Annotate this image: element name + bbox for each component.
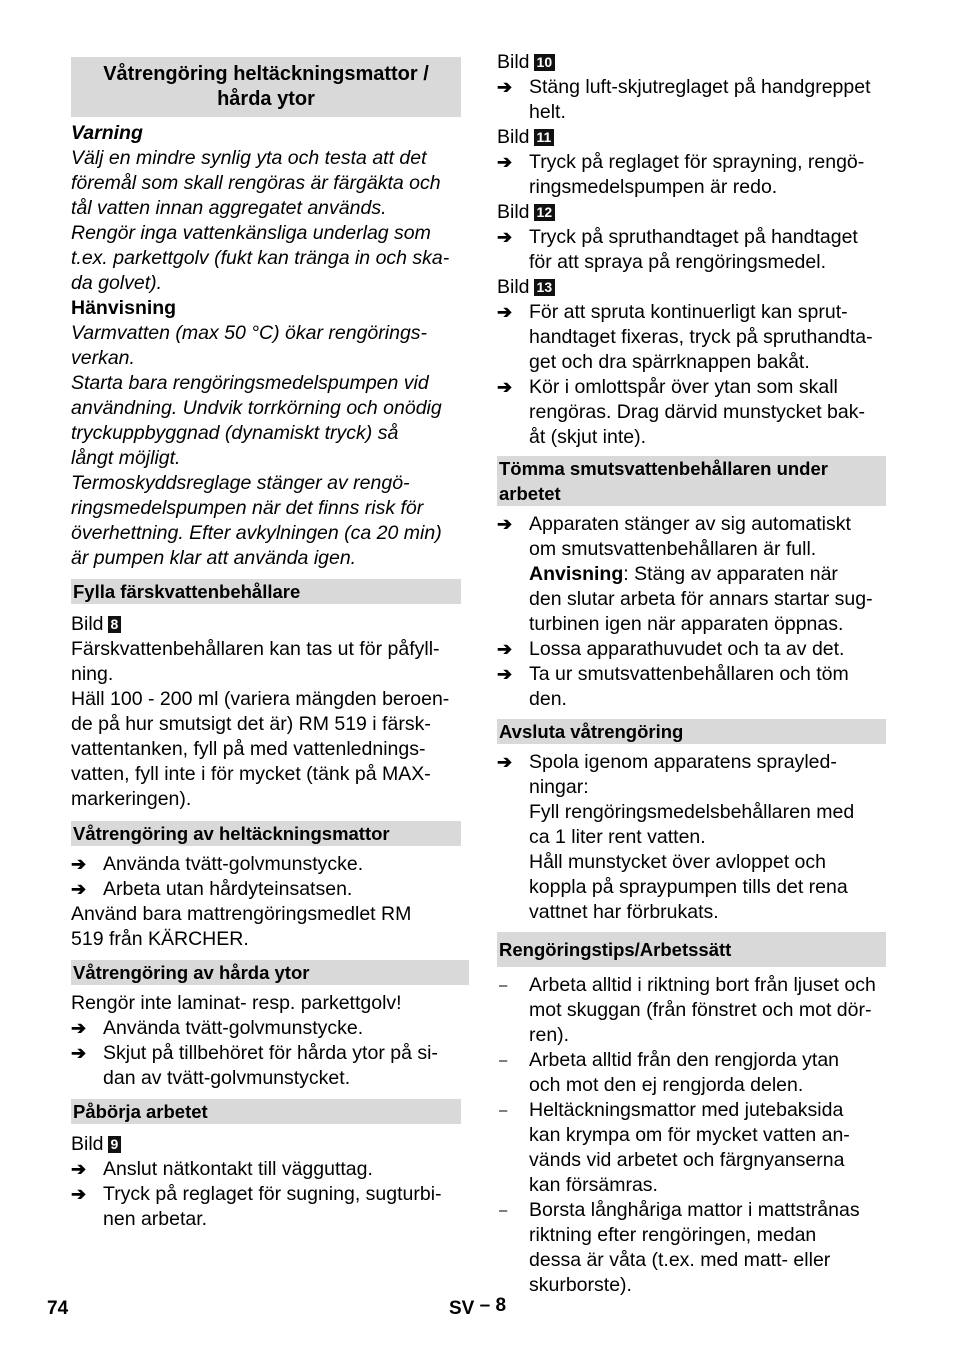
- section-fill-fresh-water: Fylla färskvattenbehållare: [71, 579, 461, 604]
- section-hard-floor-cleaning: Våtrengöring av hårda ytor: [71, 960, 469, 985]
- arrow-icon: ➔: [497, 664, 513, 684]
- text-line: vänds vid arbetet och färgnyanserna: [529, 1149, 845, 1171]
- text-line: riktning efter rengöringen, medan: [529, 1224, 817, 1246]
- figure-label: Bild: [497, 201, 530, 223]
- text-line: turbinen igen när apparaten öppnas.: [529, 613, 844, 635]
- empty-steps: [497, 637, 886, 712]
- arrow-icon: ➔: [497, 227, 513, 247]
- text-line: kan krympa om för mycket vatten an-: [529, 1124, 850, 1146]
- hard-floor-intro: Rengör inte laminat- resp. parkettgolv!: [71, 992, 402, 1014]
- text-line: handtaget fixeras, tryck på spruthandta-: [529, 326, 873, 348]
- figure-reference: [71, 1132, 461, 1157]
- section-page: – 8: [479, 1295, 507, 1316]
- arrow-icon: ➔: [71, 1018, 87, 1038]
- list-item: [497, 1098, 886, 1198]
- arrow-icon: ➔: [497, 302, 513, 322]
- dash-bullet: –: [499, 1202, 508, 1219]
- text-line: da golvet).: [71, 272, 163, 294]
- figure-steps: [497, 150, 886, 200]
- figure-reference: [497, 275, 886, 300]
- figure-reference: [497, 50, 886, 75]
- section-empty-dirty-water: [497, 456, 886, 506]
- text-line: skurborste).: [529, 1274, 632, 1296]
- text-line: markeringen).: [71, 788, 192, 810]
- note-text: : Stäng av apparaten när: [623, 563, 838, 585]
- text-line: den.: [529, 688, 567, 710]
- hard-floor-steps: [71, 1016, 461, 1091]
- arrow-icon: ➔: [71, 854, 87, 874]
- figure-steps: [497, 225, 886, 275]
- text-line: rengöras. Drag därvid munstycket bak-: [529, 401, 865, 423]
- list-item: [497, 300, 886, 375]
- figure-number-badge: 10: [534, 54, 556, 71]
- text-line: tål vatten innan aggregatet används.: [71, 197, 387, 219]
- text-line: Välj en mindre synlig yta och testa att det: [71, 147, 427, 169]
- arrow-icon: ➔: [497, 514, 513, 534]
- figure-steps: [497, 75, 886, 125]
- dash-bullet: –: [499, 977, 508, 994]
- figure-number-badge: 11: [534, 129, 555, 146]
- carpet-text: [71, 902, 461, 952]
- text-line: Färskvattenbehållaren kan tas ut för påfyll-: [71, 638, 440, 660]
- list-item: [497, 750, 886, 925]
- list-item: [71, 1041, 461, 1091]
- text-line: överhettning. Efter avkylningen (ca 20 min): [71, 522, 442, 544]
- figure-number-badge: 8: [108, 616, 122, 633]
- arrow-icon: ➔: [71, 879, 87, 899]
- warning-text: [71, 146, 461, 296]
- empty-step-text: [529, 512, 886, 562]
- list-item: [497, 1048, 886, 1098]
- text-line: Kör i omlottspår över ytan som skall: [529, 376, 838, 398]
- text-line: dan av tvätt-golvmunstycket.: [103, 1067, 351, 1089]
- section-start-work: Påbörja arbetet: [71, 1099, 461, 1124]
- text-line: den slutar arbeta för annars startar sug-: [529, 588, 873, 610]
- text-line: ca 1 liter rent vatten.: [529, 826, 706, 848]
- text-line: Starta bara rengöringsmedelspumpen vid: [71, 372, 429, 394]
- arrow-icon: ➔: [497, 152, 513, 172]
- text-line: Anslut nätkontakt till vägguttag.: [103, 1158, 373, 1180]
- section-title-wet-cleaning: Våtrengöring heltäckningsmattor / hårda ytor: [71, 57, 461, 117]
- text-line: Varmvatten (max 50 °C) ökar rengörings-: [71, 322, 428, 344]
- arrow-icon: ➔: [497, 377, 513, 397]
- arrow-icon: ➔: [71, 1159, 87, 1179]
- note-text: [71, 321, 461, 571]
- list-item: [497, 375, 886, 450]
- text-line: dessa är våta (t.ex. med matt- eller: [529, 1249, 831, 1271]
- text-line: Rengör inga vattenkänsliga underlag som: [71, 222, 431, 244]
- text-line: Stäng luft-skjutreglaget på handgreppet: [529, 76, 871, 98]
- text-line: Fyll rengöringsmedelsbehållaren med: [529, 801, 855, 823]
- text-line: Arbeta utan hårdyteinsatsen.: [103, 878, 353, 900]
- page-number: 74: [47, 1298, 69, 1319]
- figure-reference: [497, 200, 886, 225]
- text-line: Spola igenom apparatens sprayled-: [529, 751, 837, 773]
- text-line: ringsmedelspumpen när det finns risk för: [71, 497, 424, 519]
- figure-label: Bild: [497, 276, 530, 298]
- warning-heading: Varning: [71, 122, 143, 144]
- text-line: kan försämras.: [529, 1174, 658, 1196]
- text-line: vattentanken, fyll på med vattenlednings-: [71, 738, 426, 760]
- figure-label: Bild: [71, 1133, 104, 1155]
- text-line: om smutsvattenbehållaren är full.: [529, 538, 817, 560]
- text-line: Lossa apparathuvudet och ta av det.: [529, 638, 845, 660]
- language-code: SV: [449, 1298, 475, 1319]
- fill-text: [71, 637, 461, 812]
- list-item: [71, 1182, 461, 1232]
- text-line: verkan.: [71, 347, 135, 369]
- text-line: Tryck på reglaget för sprayning, rengö-: [529, 151, 865, 173]
- text-line: Tryck på spruthandtaget på handtaget: [529, 226, 858, 248]
- text-line: Borsta långhåriga mattor i mattstrånas: [529, 1199, 860, 1221]
- figure-number-badge: 9: [108, 1136, 122, 1153]
- text-line: Arbeta alltid i riktning bort från ljuset och: [529, 974, 876, 996]
- text-line: ning.: [71, 663, 114, 685]
- arrow-icon: ➔: [71, 1184, 87, 1204]
- note-label: Anvisning: [529, 563, 624, 585]
- arrow-icon: ➔: [497, 752, 513, 772]
- text-line: Använd bara mattrengöringsmedlet RM: [71, 903, 412, 925]
- figure-label: Bild: [71, 613, 104, 635]
- text-line: ren).: [529, 1024, 570, 1046]
- text-line: de på hur smutsigt det är) RM 519 i färsk-: [71, 713, 431, 735]
- figure-number-badge: 12: [534, 204, 556, 221]
- text-line: tryckuppbyggnad (dynamiskt tryck) så: [71, 422, 399, 444]
- text-line: för att spraya på rengöringsmedel.: [529, 251, 826, 273]
- dash-bullet: –: [499, 1102, 508, 1119]
- arrow-icon: ➔: [497, 77, 513, 97]
- arrow-icon: ➔: [497, 639, 513, 659]
- text-line: är pumpen klar att använda igen.: [71, 547, 357, 569]
- text-line: Termoskyddsreglage stänger av rengö-: [71, 472, 410, 494]
- text-line: långt möjligt.: [71, 447, 181, 469]
- arrow-icon: ➔: [71, 1043, 87, 1063]
- text-line: vattnet har förbrukats.: [529, 901, 719, 923]
- text-line: arbetet: [499, 483, 561, 504]
- text-line: Tömma smutsvattenbehållaren under: [499, 458, 828, 479]
- text-line: ningar:: [529, 776, 589, 798]
- list-item: [71, 1016, 461, 1041]
- text-line: och mot den ej rengjorda delen.: [529, 1074, 804, 1096]
- list-item: [497, 225, 886, 275]
- text-line: föremål som skall rengöras är färgäkta och: [71, 172, 441, 194]
- empty-note: [529, 562, 886, 587]
- text-line: helt.: [529, 101, 566, 123]
- footer-section-label: [449, 1296, 506, 1321]
- text-line: åt (skjut inte).: [529, 426, 647, 448]
- list-item: [71, 1157, 461, 1182]
- text-line: t.ex. parkettgolv (fukt kan tränga in och ska-: [71, 247, 450, 269]
- text-line: Skjut på tillbehöret för hårda ytor på si-: [103, 1042, 438, 1064]
- section-cleaning-tips: Rengöringstips/Arbetssätt: [497, 932, 886, 967]
- list-item: [497, 512, 886, 637]
- text-line: mot skuggan (från fönstret och mot dör-: [529, 999, 872, 1021]
- tips-list: [497, 973, 886, 1298]
- left-column: [71, 50, 461, 1232]
- text-line: ringsmedelspumpen är redo.: [529, 176, 778, 198]
- text-line: get och dra spärrknappen bakåt.: [529, 351, 810, 373]
- text-line: Använda tvätt-golvmunstycke.: [103, 1017, 364, 1039]
- text-line: Heltäckningsmattor med jutebaksida: [529, 1099, 844, 1121]
- text-line: Arbeta alltid från den rengjorda ytan: [529, 1049, 840, 1071]
- list-item: [497, 150, 886, 200]
- dash-bullet: –: [499, 1052, 508, 1069]
- figure-blocks: [497, 50, 886, 450]
- text-line: Använda tvätt-golvmunstycke.: [103, 853, 364, 875]
- figure-reference: [71, 612, 461, 637]
- list-item: [497, 75, 886, 125]
- figure-number-badge: 13: [534, 279, 556, 296]
- list-item: [71, 877, 461, 902]
- text-line: Ta ur smutsvattenbehållaren och töm: [529, 663, 849, 685]
- list-item: [497, 973, 886, 1048]
- text-line: För att spruta kontinuerligt kan sprut-: [529, 301, 848, 323]
- text-line: användning. Undvik torrkörning och onödig: [71, 397, 442, 419]
- list-item: [71, 852, 461, 877]
- text-line: nen arbetar.: [103, 1208, 208, 1230]
- text-line: koppla på spraypumpen tills det rena: [529, 876, 848, 898]
- list-item: [497, 1198, 886, 1298]
- text-line: Håll munstycket över avloppet och: [529, 851, 826, 873]
- right-column: [497, 50, 886, 1298]
- start-steps: [71, 1157, 461, 1232]
- text-line: vatten, fyll inte i för mycket (tänk på MAX-: [71, 763, 431, 785]
- figure-reference: [497, 125, 886, 150]
- text-line: 519 från KÄRCHER.: [71, 928, 249, 950]
- section-finish-wet-cleaning: Avsluta våtrengöring: [497, 719, 886, 744]
- text-line: Häll 100 - 200 ml (variera mängden beroen-: [71, 688, 450, 710]
- text-line: Tryck på reglaget för sugning, sugturbi-: [103, 1183, 442, 1205]
- figure-label: Bild: [497, 126, 530, 148]
- text-line: Apparaten stänger av sig automatiskt: [529, 513, 851, 535]
- empty-note-continued: [529, 587, 886, 637]
- list-item: [497, 662, 886, 712]
- figure-steps: [497, 300, 886, 450]
- note-heading: Hänvisning: [71, 297, 177, 319]
- finish-step-text: [529, 750, 886, 925]
- carpet-steps: [71, 852, 461, 902]
- section-carpet-cleaning: Våtrengöring av heltäckningsmattor: [71, 821, 461, 846]
- figure-label: Bild: [497, 51, 530, 73]
- list-item: [497, 637, 886, 662]
